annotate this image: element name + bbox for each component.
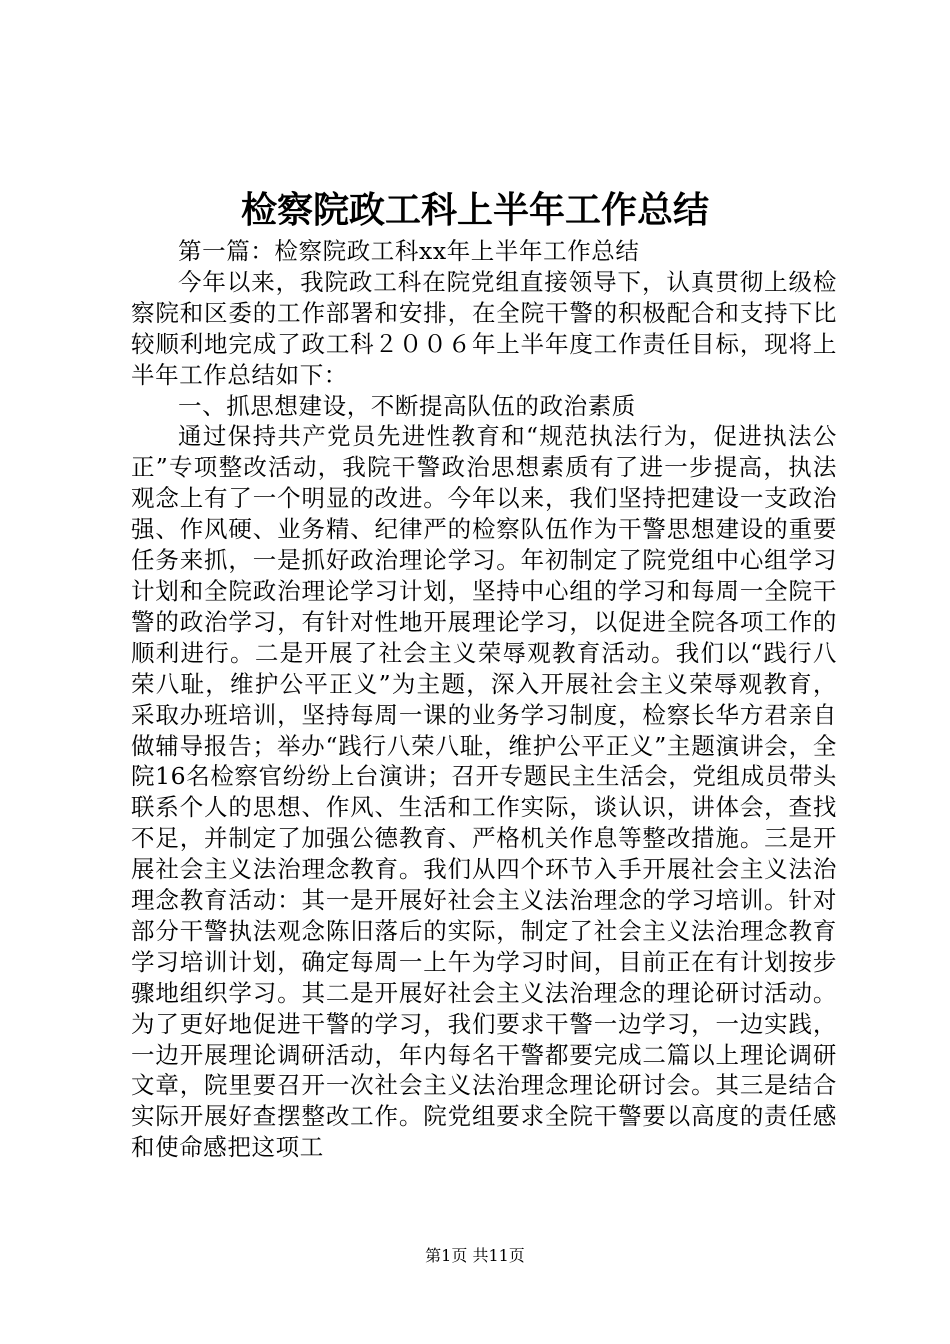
document-body — [131, 236, 837, 1163]
page-footer: 第1页 共11页 — [425, 1246, 525, 1265]
body-paragraph: 今年以来，我院政工科在院党组直接领导下，认真贯彻上级检察院和区委的工作部署和安排，在全院干警的积极配合和支持下比较顺利地完成了政工科２００６年上半年度工作责任目标，现将上半年工作总结如下： — [131, 267, 837, 389]
document-title: 检察院政工科上半年工作总结 — [240, 189, 709, 231]
body-paragraph: 通过保持共产党员先进性教育和“规范执法行为，促进执法公正”专项整改活动，我院干警政治思想素质有了进一步提高，执法观念上有了一个明显的改进。今年以来，我们坚持把建设一支政治强、作风硬、业务精、纪律严的检察队伍作为干警思想建设的重要任务来抓，一是抓好政治理论学习。年初制定了院党组中心组学习计划和全院政治理论学习计划，坚持中心组的学习和每周一全院干警的政治学习，有针对性地开展理论学习，以促进全院各项工作的顺利进行。二是开展了社会主义荣辱观教育活动。我们以“践行八荣八耻，维护公平正义”为主题，深入开展社会主义荣辱观教育，采取办班培训，坚持每周一课的业务学习制度，检察长华方君亲自做辅导报告；举办“践行八荣八耻，维护公平正义”主题演讲会，全院16名检察官纷纷上台演讲；召开专题民主生活会，党组成员带头联系个人的思想、作风、生活和工作实际，谈认识，讲体会，查找不足，并制定了加强公德教育、严格机关作息等整改措施。三是开展社会主义法治理念教育。我们从四个环节入手开展社会主义法治理念教育活动：其一是开展好社会主义法治理念的学习培训。针对部分干警执法观念陈旧落后的实际，制定了社会主义法治理念教育学习培训计划，确定每周一上午为学习时间，目前正在有计划按步骤地组织学习。其二是开展好社会主义法治理念的理论研讨活动。为了更好地促进干警的学习，我们要求干警一边学习，一边实践，一边开展理论调研活动，年内每名干警都要完成二篇以上理论调研文章，院里要召开一次社会主义法治理念理论研讨会。其三是结合实际开展好查摆整改工作。院党组要求全院干警要以高度的责任感和使命感把这项工 — [131, 422, 837, 1162]
section-heading: 第一篇：检察院政工科xx年上半年工作总结 — [178, 237, 640, 265]
subsection-heading: 一、抓思想建设，不断提高队伍的政治素质 — [178, 391, 636, 420]
